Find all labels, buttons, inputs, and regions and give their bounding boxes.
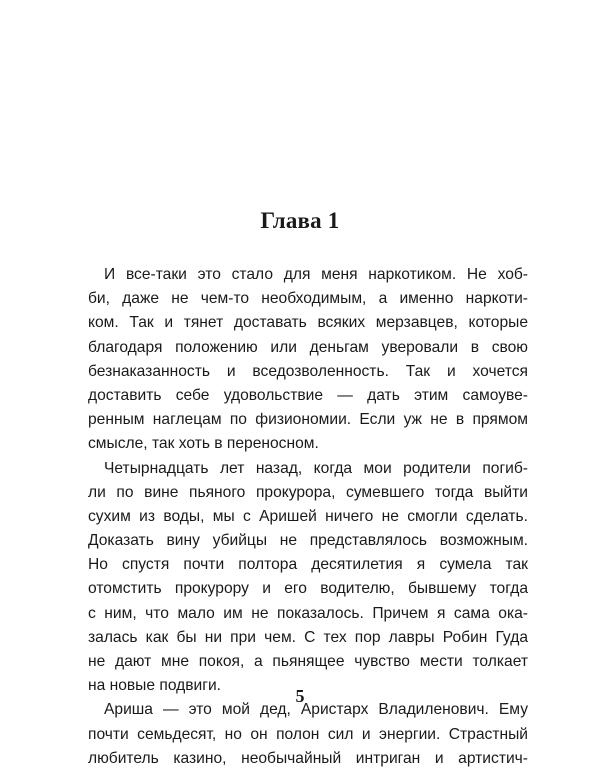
text-line: Доказать вину убийцы не представлялось возможным. (88, 532, 528, 550)
text-line: Но спустя почти полтора десятилетия я сумела так (88, 556, 528, 574)
text-line: безнаказанность и вседозволенность. Так и хочется (88, 362, 528, 380)
text-line: ренным наглецам по физиономии. Если уж не в прямом (88, 411, 528, 429)
text-line: ком. Так и тянет доставать всяких мерзавцев, которые (88, 314, 528, 332)
text-line: сухим из воды, мы с Аришей ничего не смогли сделать. (88, 507, 528, 525)
text-line: с ним, что мало им не показалось. Причем я сама ока- (88, 604, 528, 622)
text-line: любитель казино, необычайный интриган и артистич- (88, 749, 528, 767)
text-line: Четырнадцать лет назад, когда мои родители погиб- (104, 459, 528, 477)
text-line: би, даже не чем-то необходимым, а именно наркоти- (88, 290, 528, 308)
text-line: доставить себе удовольствие — дать этим самоуве- (88, 386, 528, 404)
text-line: смысле, так хоть в переносном. (88, 435, 319, 453)
text-line: ли по вине пьяного прокурора, сумевшего тогда выйти (88, 483, 528, 501)
page-number: 5 (295, 686, 305, 706)
text-line: благодаря положению или деньгам уверовали в свою (88, 338, 528, 356)
text-line: залась как бы ни при чем. С тех пор лавры Робин Гуда (88, 628, 528, 646)
text-line: отомстить прокурору и его водителю, бывшему тогда (88, 580, 528, 598)
text-line: Ариша — это мой дед, Аристарх Владиленович. Ему (104, 701, 528, 719)
text-line: почти семьдесят, но он полон сил и энергии. Страстный (88, 725, 528, 743)
chapter-title: Глава 1 (260, 208, 340, 233)
text-line: не дают мне покоя, а пьянящее чувство мести толкает (88, 653, 528, 670)
text-line: на новые подвиги. (88, 677, 221, 695)
text-line: И все-таки это стало для меня наркотиком. Не хоб- (104, 266, 528, 283)
